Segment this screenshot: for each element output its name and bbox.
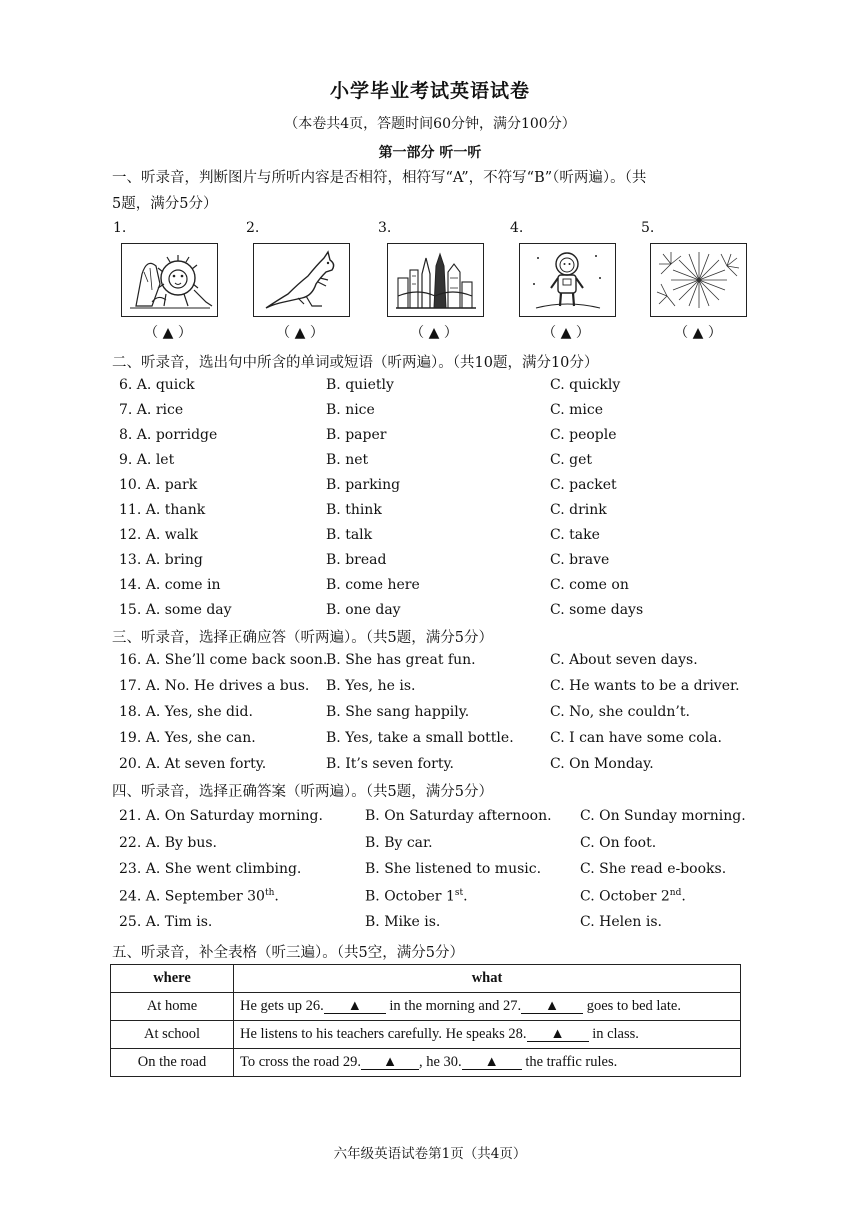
option-text: 12. A. walk <box>119 527 199 543</box>
header-what: what <box>234 965 741 993</box>
astronaut-icon <box>520 244 615 316</box>
option-a <box>119 452 174 468</box>
option-b <box>326 730 514 746</box>
picture-frame-5 <box>650 243 747 317</box>
option-text: B. She has great fun. <box>326 652 476 668</box>
option-a <box>119 730 256 746</box>
option-text: C. She read e-books. <box>580 861 727 877</box>
option-text: B. It’s seven forty. <box>326 756 454 772</box>
lion-icon <box>122 244 217 316</box>
section2-heading: 二、听录音，选出句中所含的单词或短语（听两遍）。（共10题，满分10分） <box>112 355 599 371</box>
blank-26[interactable]: ▲ <box>324 999 386 1014</box>
option-text: B. nice <box>326 402 375 418</box>
blank-29[interactable]: ▲ <box>361 1055 419 1070</box>
blank-30[interactable]: ▲ <box>462 1055 522 1070</box>
option-b: B. October 1st. <box>365 887 468 905</box>
where-cell: At home <box>111 993 234 1021</box>
option-a <box>119 602 232 618</box>
city-skyline-icon <box>388 244 483 316</box>
picture-frame-3 <box>387 243 484 317</box>
option-text: 23. A. She went climbing. <box>119 861 302 877</box>
option-text: 21. A. On Saturday morning. <box>119 808 323 824</box>
section3-heading: 三、听录音，选择正确应答（听两遍）。（共5题，满分5分） <box>112 630 493 646</box>
option-text: B. She listened to music. <box>365 861 542 877</box>
where-cell: On the road <box>111 1049 234 1077</box>
option-text: B. come here <box>326 577 420 593</box>
option-text: 18. A. Yes, she did. <box>119 704 253 720</box>
fill-in-table <box>110 964 741 1077</box>
option-a <box>119 477 197 493</box>
option-text: 8. A. porridge <box>119 427 218 443</box>
option-c <box>550 602 643 618</box>
option-text: B. one day <box>326 602 401 618</box>
blank-27[interactable]: ▲ <box>521 999 583 1014</box>
answer-blank-5[interactable]: （ ▲ ） <box>674 325 722 341</box>
option-text: B. Mike is. <box>365 914 441 930</box>
option-text: 20. A. At seven forty. <box>119 756 267 772</box>
option-text: C. On Sunday morning. <box>580 808 746 824</box>
option-b <box>326 602 401 618</box>
where-cell: At school <box>111 1021 234 1049</box>
picture-frame-2 <box>253 243 350 317</box>
option-text: C. some days <box>550 602 644 618</box>
option-text: B. By car. <box>365 834 433 851</box>
option-b <box>326 502 382 518</box>
option-b <box>326 527 372 543</box>
section4-heading: 四、听录音，选择正确答案（听两遍）。（共5题，满分5分） <box>112 784 493 800</box>
option-text: 25. A. Tim is. <box>119 914 213 930</box>
what-cell <box>234 993 741 1021</box>
section5-heading: 五、听录音，补全表格（听三遍）。（共5空，满分5分） <box>112 945 464 961</box>
option-b <box>365 861 541 877</box>
option-text: 14. A. come in <box>119 577 221 593</box>
option-a <box>119 652 327 668</box>
option-text: B. net <box>326 452 369 468</box>
picture-number: 5. <box>641 220 655 236</box>
option-text: 10. A. park <box>119 477 198 493</box>
option-text: B. paper <box>326 427 387 443</box>
option-a <box>119 861 301 877</box>
option-b <box>326 477 400 493</box>
option-c <box>550 577 629 593</box>
option-a: 24. A. September 30th. <box>119 887 279 905</box>
option-text: C. On Monday. <box>550 756 654 772</box>
option-a <box>119 835 217 851</box>
option-text: C. About seven days. <box>550 652 698 668</box>
option-text: C. October 2 <box>580 888 670 905</box>
fireworks-icon <box>651 244 746 316</box>
option-text: B. bread <box>326 552 387 568</box>
option-text: B. She sang happily. <box>326 704 470 720</box>
blank-28[interactable]: ▲ <box>527 1027 589 1042</box>
option-text: B. On Saturday afternoon. <box>365 808 552 824</box>
option-a <box>119 502 205 518</box>
option-text: C. No, she couldn’t. <box>550 704 690 720</box>
option-a <box>119 756 266 772</box>
kangaroo-icon <box>254 244 349 316</box>
cell-text: , he 30. <box>419 1054 462 1070</box>
option-text: C. quickly <box>550 377 621 393</box>
option-text: C. mice <box>550 402 603 418</box>
option-b <box>326 652 476 668</box>
option-b <box>326 704 469 720</box>
option-b <box>365 914 440 930</box>
option-a <box>119 808 323 824</box>
option-text: B. Yes, take a small bottle. <box>326 730 514 746</box>
table-row <box>111 1021 741 1049</box>
exam-subtitle: （本卷共4页，答题时间60分钟，满分100分） <box>284 116 576 132</box>
ordinal-suffix: nd <box>669 887 682 898</box>
option-c <box>550 452 592 468</box>
cell-text: He gets up 26. <box>240 998 324 1014</box>
option-text: C. get <box>550 452 592 468</box>
cell-text: He listens to his teachers carefully. He speaks 28. <box>240 1026 527 1042</box>
picture-number: 4. <box>510 220 524 236</box>
option-text: 13. A. bring <box>119 552 203 568</box>
option-text: B. October 1 <box>365 888 455 905</box>
option-text: C. He wants to be a driver. <box>550 678 740 694</box>
option-a <box>119 577 221 593</box>
option-a <box>119 552 203 568</box>
option-text: B. Yes, he is. <box>326 678 416 694</box>
page-footer: 六年级英语试卷第1页（共4页） <box>333 1146 527 1162</box>
option-a <box>119 678 309 694</box>
option-text: B. talk <box>326 527 373 543</box>
option-c <box>550 527 600 543</box>
option-a <box>119 704 253 720</box>
option-text: C. people <box>550 427 617 443</box>
section1-heading-line1: 一、听录音，判断图片与所听内容是否相符，相符写“A”，不符写“B”（听两遍）。（共 <box>112 170 647 186</box>
cell-text: To cross the road 29. <box>240 1054 361 1070</box>
exam-title: 小学毕业考试英语试卷 <box>329 80 530 102</box>
option-text: C. come on <box>550 577 629 593</box>
option-a <box>119 527 198 543</box>
option-c <box>550 730 722 746</box>
option-b <box>326 452 368 468</box>
option-text: C. packet <box>550 477 617 493</box>
option-text: 16. A. She’ll come back soon. <box>119 652 328 668</box>
option-b <box>326 427 386 443</box>
option-text: C. On foot. <box>580 834 657 851</box>
option-c <box>550 402 603 418</box>
answer-blank-1[interactable]: （ ▲ ） <box>144 325 192 341</box>
option-text: C. drink <box>550 502 607 518</box>
option-text: B. parking <box>326 477 401 493</box>
option-text: C. I can have some cola. <box>550 730 722 746</box>
option-text: 11. A. thank <box>119 502 206 518</box>
section1-heading-line2: 5题，满分5分） <box>112 196 218 212</box>
option-c <box>550 427 617 443</box>
option-text: B. quietly <box>326 377 394 393</box>
option-b <box>326 377 394 393</box>
option-text: C. Helen is. <box>580 914 662 930</box>
picture-frame-4 <box>519 243 616 317</box>
option-c <box>550 756 654 772</box>
option-b <box>326 552 386 568</box>
picture-number: 1. <box>113 220 127 236</box>
picture-number: 3. <box>378 220 392 236</box>
what-cell <box>234 1021 741 1049</box>
option-c <box>580 861 726 877</box>
option-a <box>119 402 183 418</box>
option-b <box>326 402 375 418</box>
option-text: C. brave <box>550 552 610 568</box>
option-text: B. think <box>326 502 382 518</box>
option-text: 7. A. rice <box>119 402 184 418</box>
what-cell <box>234 1049 741 1077</box>
option-c <box>550 477 617 493</box>
answer-blank-4[interactable]: （ ▲ ） <box>542 325 590 341</box>
option-text: 15. A. some day <box>119 602 232 618</box>
table-row <box>111 993 741 1021</box>
option-b <box>326 678 415 694</box>
option-c <box>550 678 740 694</box>
picture-frame-1 <box>121 243 218 317</box>
option-c <box>550 502 607 518</box>
option-text: C. take <box>550 527 600 543</box>
table-row <box>111 1049 741 1077</box>
option-text: 9. A. let <box>119 452 175 468</box>
cell-text: in the morning and 27. <box>385 998 522 1014</box>
option-b <box>326 577 420 593</box>
option-b <box>365 835 433 851</box>
option-c <box>580 808 746 824</box>
cell-text: in class. <box>588 1026 639 1042</box>
option-c: C. October 2nd. <box>580 887 686 905</box>
option-a <box>119 377 195 393</box>
option-c <box>550 552 609 568</box>
option-c <box>580 835 656 851</box>
option-c <box>580 914 662 930</box>
option-text: 24. A. September 30 <box>119 888 265 905</box>
option-b <box>326 756 454 772</box>
option-c <box>550 652 698 668</box>
option-c <box>550 704 690 720</box>
option-text: 17. A. No. He drives a bus. <box>119 678 310 694</box>
picture-number: 2. <box>246 220 260 236</box>
ordinal-suffix: st <box>454 887 464 898</box>
option-a <box>119 914 212 930</box>
option-a <box>119 427 217 443</box>
cell-text: goes to bed late. <box>583 998 681 1014</box>
cell-text: the traffic rules. <box>521 1054 618 1070</box>
answer-blank-2[interactable]: （ ▲ ） <box>276 325 324 341</box>
option-b <box>365 808 552 824</box>
option-text: 19. A. Yes, she can. <box>119 730 256 746</box>
option-text: 22. A. By bus. <box>119 834 217 851</box>
header-where: where <box>111 965 234 993</box>
part-heading: 第一部分 听一听 <box>378 145 482 161</box>
answer-blank-3[interactable]: （ ▲ ） <box>410 325 458 341</box>
option-text: 6. A. quick <box>119 377 195 393</box>
ordinal-suffix: th <box>264 887 275 898</box>
table-header-row <box>111 965 741 993</box>
option-c <box>550 377 620 393</box>
